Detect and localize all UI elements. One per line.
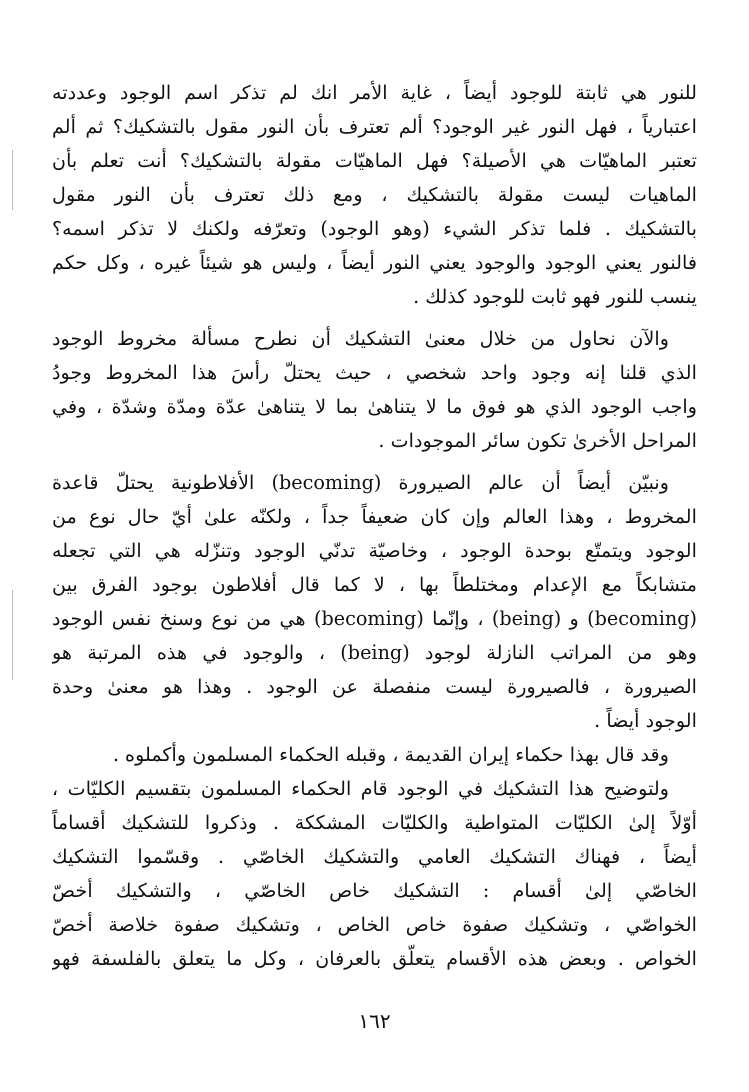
text-line: الخاصّي إلىٰ أقسام : التشكيك خاص الخاصّي ، والتشكيك أخصّ (52, 879, 697, 902)
text-line: للنور هي ثابتة للوجود أيضاً ، غاية الأمر انك لم تذكر اسم الوجود وعددته (52, 81, 697, 104)
text-line: ينسب للنور فهو ثابت للوجود كذلك . (413, 285, 697, 308)
paragraph (52, 322, 697, 458)
paragraph (52, 772, 697, 976)
text-line: متشابكاً مع الإعدام ومختلطاً بها ، لا كما قال أفلاطون بوجود الفرق بين (52, 573, 697, 596)
text-line: الوجود أيضاً . (594, 709, 697, 732)
text-line: وقد قال بهذا حكماء إيران القديمة ، وقبله الحكماء المسلمون وأكملوه . (112, 743, 669, 766)
text-line: أوّلاً إلىٰ الكليّات المتواطية والكليّات المشككة . وذكروا للتشكيك أقساماً (52, 811, 697, 834)
body-text (52, 76, 697, 976)
page-number: ١٦٢ (358, 1009, 391, 1033)
text-line: واجب الوجود الذي هو فوق ما لا يتناهىٰ بما لا يتناهىٰ عدّة ومدّة وشدّة ، وفي (52, 395, 697, 418)
text-line: الخواص . وبعض هذه الأقسام يتعلّق بالعرفان ، وكل ما يتعلق بالفلسفة فهو (52, 947, 697, 970)
margin-scan-mark (12, 590, 13, 680)
text-line: اعتبارياً ، فهل النور غير الوجود؟ ألم تعترف بأن النور مقول بالتشكيك؟ ثم ألم (52, 115, 697, 138)
paragraph (52, 76, 697, 314)
text-line: المخروط ، وهذا العالم وإن كان ضعيفاً جداً ، ولكنّه علىٰ أيّ حال نوع من (52, 505, 697, 528)
text-line: الخواصّي ، وتشكيك صفوة خاص الخاص ، وتشكيك صفوة خلاصة أخصّ (52, 913, 697, 936)
paragraph (52, 466, 697, 738)
text-line: ونبيّن أيضاً أن عالم الصيرورة (becoming) الأفلاطونية يحتلّ قاعدة (52, 471, 669, 494)
text-line: المراحل الأخرىٰ تكون سائر الموجودات . (378, 429, 697, 452)
text-line: بالتشكيك . فلما تذكر الشيء (وهو الوجود) وتعرّفه ولكنك لا تذكر اسمه؟ (52, 217, 697, 240)
margin-scan-mark (12, 150, 13, 210)
text-line: تعتبر الماهيّات هي الأصيلة؟ فهل الماهيّات مقولة بالتشكيك؟ أنت تعلم بأن (52, 149, 697, 172)
text-line: ولتوضيح هذا التشكيك في الوجود قام الحكماء المسلمون بتقسيم الكليّات ، (52, 777, 669, 800)
text-line: فالنور يعني الوجود والوجود يعني النور أيضاً ، وليس هو شيئاً غيره ، وكل حكم (52, 251, 697, 274)
text-line: أيضاً ، فهناك التشكيك العامي والتشكيك الخاصّي . وقسّموا التشكيك (52, 845, 697, 868)
text-line: الماهيات ليست مقولة بالتشكيك ، ومع ذلك تعترف بأن النور مقول (52, 183, 697, 206)
paragraph (52, 738, 697, 772)
text-line: والآن نحاول من خلال معنىٰ التشكيك أن نطرح مسألة مخروط الوجود (52, 327, 669, 350)
text-line: (becoming) و (being) ، وإنّما (becoming) هي من نوع وسنخ نفس الوجود (52, 607, 697, 630)
text-line: الذي قلنا إنه وجود واحد شخصي ، حيث يحتلّ رأسَ هذا المخروط وجودُ (52, 361, 697, 384)
text-line: وهو من المراتب النازلة لوجود (being) ، والوجود في هذه المرتبة هو (52, 641, 697, 664)
text-line: الصيرورة ، فالصيرورة ليست منفصلة عن الوجود . وهذا هو معنىٰ وحدة (52, 675, 697, 698)
text-line: الوجود ويتمتّع بوحدة الوجود ، وخاصيّة تدنّي الوجود وتنزّله هي التي تجعله (52, 539, 697, 562)
